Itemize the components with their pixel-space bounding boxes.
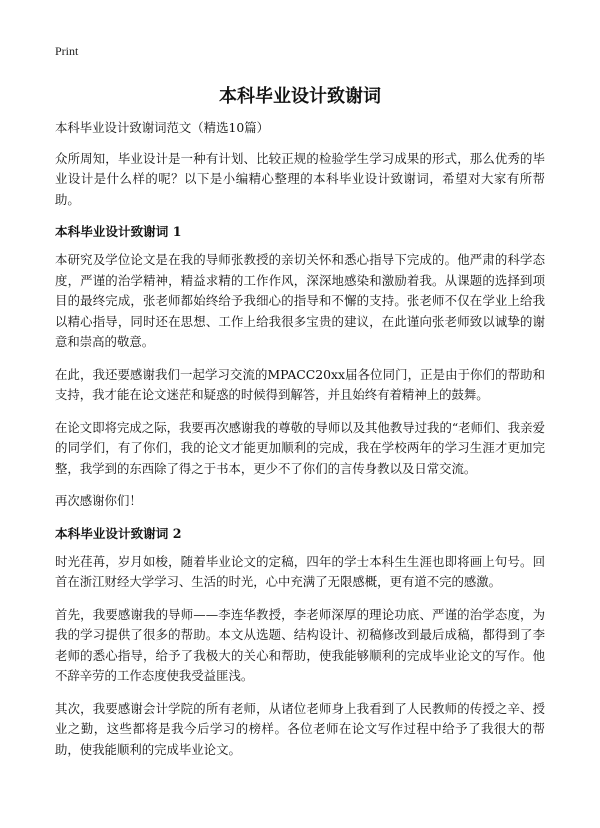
body-paragraph: 首先，我要感谢我的导师——李连华教授，李老师深厚的理论功底、严谨的治学态度，为我的学习提供了很多的帮助。本文从选题、结构设计、初稿修改到最后成稿，都得到了李老师的悉心指导，给予了我极大的关心和帮助，使我能够顺利的完成毕业论文的写作。他不辞辛劳的工作态度使我受益匪浅。 [55,606,545,683]
document-subtitle: 本科毕业设计致谢词范文（精选10篇） [55,120,270,135]
section-heading: 本科毕业设计致谢词 1 [55,224,182,239]
body-paragraph: 本研究及学位论文是在我的导师张教授的亲切关怀和悉心指导下完成的。他严肃的科学态度，严谨的治学精神，精益求精的工作作风，深深地感染和激励着我。从课题的选择到项目的最终完成，张老师都始终给予我细心的指导和不懈的支持。张老师不仅在学业上给我以精心指导，同时还在思想、工作上给我很多宝贵的建议，在此谨向张老师致以诚挚的谢意和崇高的敬意。 [55,252,545,349]
body-paragraph: 在此，我还要感谢我们一起学习交流的MPACC20xx届各位同门，正是由于你们的帮助和支持，我才能在论文迷茫和疑惑的时候得到解答，并且始终有着精神上的鼓舞。 [55,366,545,402]
section-heading: 本科毕业设计致谢词 2 [55,525,182,541]
document-title: 本科毕业设计致谢词 [219,86,381,107]
body-paragraph: 再次感谢你们！ [55,493,142,508]
document-body [55,118,545,772]
body-paragraph: 时光荏苒，岁月如梭，随着毕业论文的定稿，四年的学士本科生生涯也即将画上句号。回首在浙江财经大学学习、生活的时光，心中充满了无限感概，更有道不完的感激。 [55,553,545,589]
intro-paragraph: 众所周知，毕业设计是一种有计划、比较正规的检验学生学习成果的形式，那么优秀的毕业设计是什么样的呢？以下是小编精心整理的本科毕业设计致谢词，希望对大家有所帮助。 [55,150,545,207]
body-paragraph: 其次，我要感谢会计学院的所有老师，从诸位老师身上我看到了人民教师的传授之辛、授业之勤，这些都将是我今后学习的榜样。各位老师在论文写作过程中给予了我很大的帮助，使我能顺利的完成毕业论文。 [55,700,545,757]
section-1 [55,222,545,512]
body-paragraph: 在论文即将完成之际，我要再次感谢我的尊敬的导师以及其他教导过我的“老师们、我亲爱的同学们，有了你们，我的论文才能更加顺利的完成，我在学校两年的学习生涯才更加完整，我学到的东西除了得之于书本，更少不了你们的言传身教以及日常交流。 [55,419,545,476]
section-2 [55,524,545,761]
print-label: Print [55,44,79,58]
